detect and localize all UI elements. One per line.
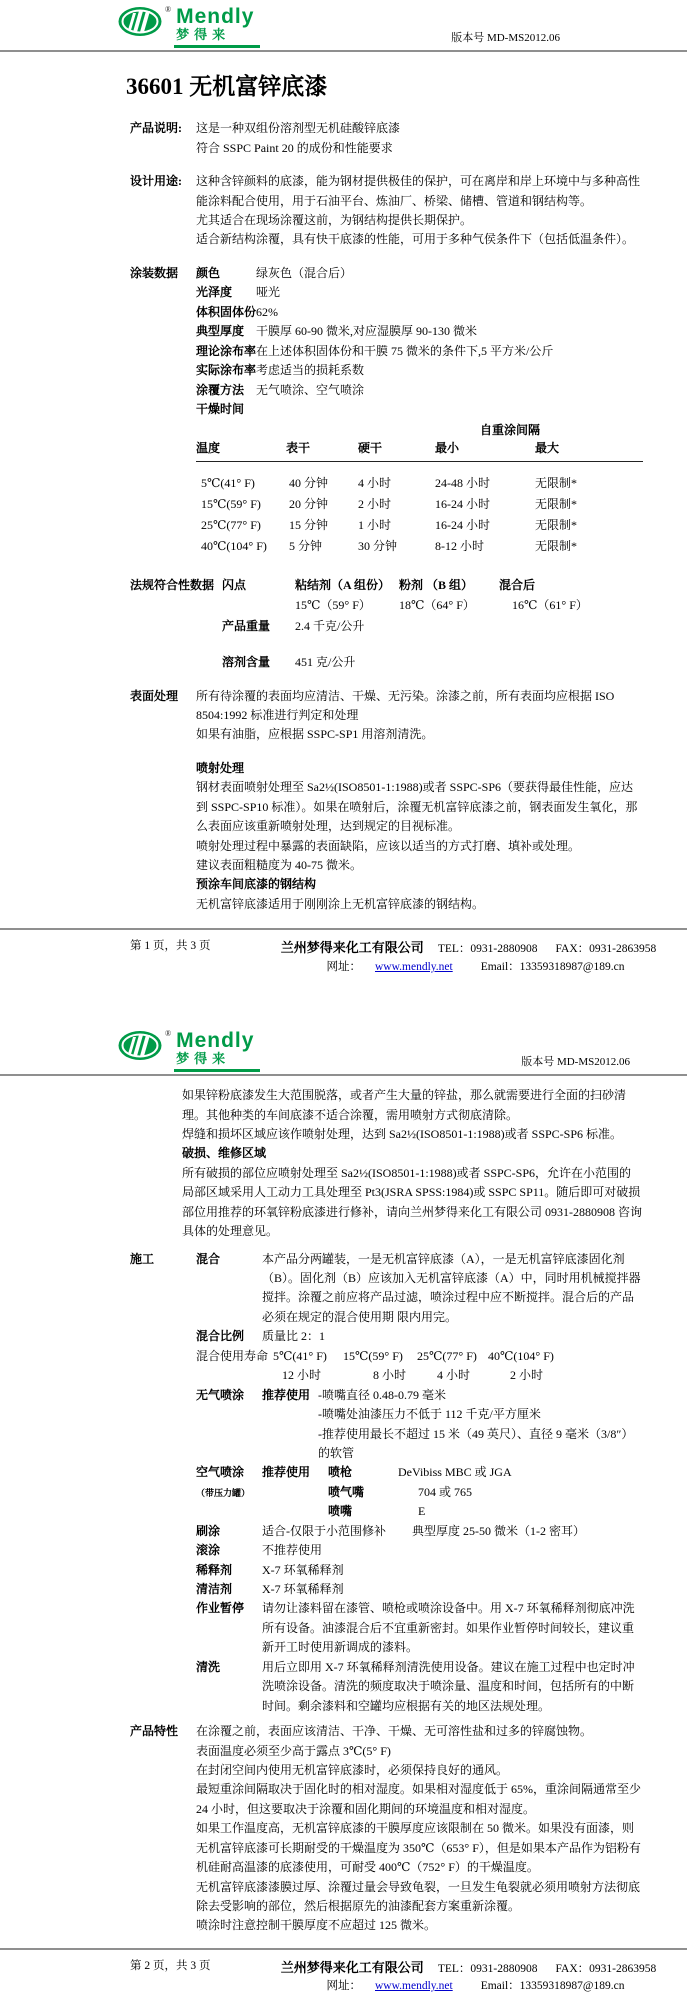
airless-item: -推荐使用最长不超过 15 米（49 英尺）、直径 9 毫米（3/8″）的软管 [318,1426,634,1460]
mendly-logo [118,6,260,48]
company-name: 兰州梦得来化工有限公司 [280,1959,424,1975]
brand-name-cn: 梦得来 [176,27,231,42]
coating-data-row: 涂覆方法 无气喷涂、空气喷涂 [196,382,365,397]
feature-line: 最短重涂间隔取决于固化时的相对湿度。如果相对湿度低于 65%，重涂间隔通常至少 24 小时，但这要取决于涂覆和固化期间的环境温度和相对湿度。 [196,1782,641,1816]
section-label: 设计用途: [130,174,182,189]
blast-heading: 喷射处理 [196,760,245,775]
feature-line: 如果工作温度高，无机富锌底漆的干膜厚度应该限制在 50 微米。如果没有面漆，则无机富锌底漆可长期耐受的干燥温度为 350℃（653° F），但是如果本产品作为铝粉有机硅耐高温漆的底漆使用，可耐受 400℃（752° F）的干燥温度。 [196,1821,641,1875]
brush-row: 刷涂 适合-仅限于小范围修补 典型厚度 25-50 微米（1-2 密耳） [196,1523,585,1538]
design-use-line: 适合新结构涂覆，具有快干底漆的性能，可用于多种气侯条件下（包括低温条件）。 [196,232,635,247]
page-footer [0,1950,687,2009]
coating-data-row: 体积固体份 62% [196,304,278,319]
page-number: 第 1 页，共 3 页 [130,940,211,953]
email: Email：13359318987@189.cn [480,960,625,973]
website: 网址： www.mendly.net [326,1980,453,1993]
table-span-header: 自重涂间隔 [479,423,540,438]
section-coating-data [130,264,643,557]
page-1 [0,0,687,990]
feature-line: 在涂覆之前，表面应该清洁、干净、干燥、无可溶性盐和过多的锌腐蚀物。 [196,1724,593,1739]
pot-life-row: 混合使用寿命 5℃(41° F) 15℃(59° F) 25℃(77° F) 40℃(104° F) 12 小时 8 小时 4 小时 2 小时 [196,1348,554,1383]
airless-item: -喷嘴处油漆压力不低于 112 千克/平方厘米 [318,1407,541,1422]
coating-data-row: 干燥时间 [196,401,245,416]
blast-line: 钢材表面喷射处理至 Sa2½(ISO8501-1:1988)或者 SSPC-SP6（要获得最佳性能，应达到 SSPC-SP10 标准）。如果在喷射后，涂覆无机富锌底漆之前，钢表面发生氧化，那么表面应该重新喷射处理，达到规定的目视标准。 [196,780,638,834]
feature-line: 喷涂时注意控制干膜厚度不应超过 125 微米。 [196,1918,437,1933]
fax: FAX：0931-2863958 [555,1962,657,1975]
thinner-row: 稀释剂 X-7 环氧稀释剂 [196,1562,344,1577]
coating-data-list [196,264,643,557]
table-row: 5℃(41° F) 40 分钟 4 小时 24-48 小时 无限制* [201,475,578,490]
version-label: 版本号 MD-MS2012.06 [521,1056,630,1069]
surface-prep-line: 如果锌粉底漆发生大范围脱落，或者产生大量的锌盐，那么就需要进行全面的扫砂清理。其他种类的车间底漆不适合涂覆，需用喷射方式彻底清除。 [182,1088,627,1122]
weight-value: 2.4 千克/公升 [295,618,365,633]
registered-trademark: ® [165,1028,172,1038]
page-2 [0,1016,687,2009]
blast-line: 喷射处理过程中暴露的表面缺陷，应该以适当的方式打磨、填补或处理。 [196,838,581,853]
website-link[interactable]: www.mendly.net [374,1980,453,1993]
coating-data-row: 理论涂布率 在上述体积固体份和干膜 75 微米的条件下,5 平方米/公斤 [196,343,554,358]
solvent-key: 溶剂含量 [222,655,271,670]
design-use-line: 尤其适合在现场涂覆这前，为钢结构提供长期保护。 [196,213,473,227]
coating-data-row: 光泽度 哑光 [196,285,281,300]
brand-text [174,1030,260,1072]
design-use-line: 这种含锌颜料的底漆，能为钢材提供极佳的保护，可在离岸和岸上环境中与多种高性能涂料配合使用，用于石油平台、炼油厂、桥梁、储槽、管道和钢结构等。 [196,174,641,208]
surface-prep-line: 如果有油脂，应根据 SSPC-SP1 用溶剂清洗。 [196,727,434,742]
coating-data-row: 实际涂布率 考虑适当的损耗系数 [196,363,365,378]
table-body [196,473,643,557]
page-header [0,0,687,50]
page-title: 36601 无机富锌底漆 [126,74,328,100]
mendly-logo [118,1030,260,1072]
product-desc-line: 符合 SSPC Paint 20 的成份和性能要求 [196,140,393,155]
flash-point-key: 闪点 [222,577,247,592]
page-number: 第 2 页，共 3 页 [130,1959,211,1972]
tel: TEL：0931-2880908 [437,943,538,956]
table-row: 15℃(59° F) 20 分钟 2 小时 16-24 小时 无限制* [201,496,578,511]
product-desc-line: 这是一种双组份溶剂型无机硅酸锌底漆 [196,121,401,136]
table-row: 40℃(104° F) 5 分钟 30 分钟 8-12 小时 无限制* [201,538,578,553]
section-regulatory: 法规符合性数据 闪点 粘结剂（A 组份） 粉剂 （B 组） 混合后 15℃（59° F） 18℃（64° F） 16℃（61° F） 产品重量 2.4 千克/公升 溶剂含量 451 克/公升 [130,575,643,673]
fax: FAX：0931-2863958 [555,943,657,956]
shop-primer-line: 无机富锌底漆适用于刚刚涂上无机富锌底漆的钢结构。 [196,896,485,911]
section-label: 产品说明: [130,121,182,136]
email: Email：13359318987@189.cn [480,1980,625,1993]
table-row: 25℃(77° F) 15 分钟 1 小时 16-24 小时 无限制* [201,517,578,532]
shop-primer-heading: 预涂车间底漆的钢结构 [196,877,317,892]
mendly-logo-icon [118,6,164,41]
section-label: 产品特性 [130,1724,179,1739]
page-header [0,1016,687,1074]
feature-line: 表面温度必须至少高于露点 3℃(5° F) [196,1743,391,1758]
mixing-row: 混合 本产品分两罐装，一是无机富锌底漆（A），一是无机富锌底漆固化剂（B）。固化剂（B）应该加入无机富锌底漆（A）中，同时用机械搅拌器搅拌。涂覆之前应将产品过滤，喷涂过程中应不断搅拌。混合后的产品必须在规定的混合使用期 限内用完。 [196,1251,641,1324]
mix-ratio-row: 混合比例 质量比 2：1 [196,1329,326,1344]
airless-spray-row: 无气喷涂 推荐使用 -喷嘴直径 0.48-0.79 毫米 -喷嘴处油漆压力不低于 112 千克/平方厘米 -推荐使用最长不超过 15 米（49 英尺）、直径 9 毫米（3/8″）的软管 [196,1386,643,1464]
tel: TEL：0931-2880908 [437,1962,538,1975]
header-rule [0,1074,687,1076]
page-footer [0,930,687,990]
section-label: 施工 [130,1251,155,1266]
damage-repair-line: 所有破损的部位应喷射处理至 Sa2½(ISO8501-1:1988)或者 SSPC-SP6，允许在小范围的局部区域采用人工动力工具处理至 Pt3(JSRA SPSS:1984)或 SSPC SP11。随后即可对破损部位用推荐的环氧锌粉底漆进行修补，请向兰州梦得来化工有限公司 0931-2880908 咨询具体的处理意见。 [182,1165,642,1239]
header-rule [0,50,687,52]
registered-trademark: ® [165,5,172,14]
section-application [130,1250,643,1717]
brand-name: Mendly [176,1028,255,1052]
brand-name-cn: 梦得来 [176,1050,231,1066]
drying-time-table [196,421,643,557]
section-product-features [130,1722,643,1936]
roller-row: 滚涂 不推荐使用 [196,1543,323,1558]
coating-data-row: 典型厚度 干膜厚 60-90 微米,对应湿膜厚 90-130 微米 [196,324,477,339]
surface-prep-line: 焊缝和损坏区域应该作喷射处理，达到 Sa2½(ISO8501-1:1988)或者 SSPC-SP6 标准。 [182,1126,623,1141]
damage-repair-heading: 破损、维修区域 [182,1146,267,1161]
section-design-use [130,172,643,250]
version-label: 版本号 MD-MS2012.06 [451,32,560,45]
feature-line: 无机富锌底漆漆膜过厚、涂覆过量会导致龟裂，一旦发生龟裂就必须用喷射方法彻底除去受影响的部位，然后根据原先的油漆配套方案重新涂覆。 [196,1879,641,1914]
weight-key: 产品重量 [222,618,271,633]
website: 网址： www.mendly.net [326,960,453,973]
feature-line: 在封闭空间内使用无机富锌底漆时，必须保持良好的通风。 [196,1762,509,1777]
cleaning-row: 清洗 用后立即用 X-7 环氧稀释剂清洗使用设备。建议在施工过程中也定时冲洗喷涂设备。清洗的频度取决于喷涂量、温度和时间，包括所有的中断时间。剩余漆料和空罐均应根据有关的地区法规处理。 [196,1659,635,1713]
airless-item: -喷嘴直径 0.48-0.79 毫米 [318,1387,446,1402]
cleaner-row: 清洁剂 X-7 环氧稀释剂 [196,1582,344,1597]
section-surface-prep [130,687,643,915]
section-label: 涂装数据 [130,265,179,280]
blast-line: 建议表面粗糙度为 40-75 微米。 [196,858,362,873]
brand-name: Mendly [176,5,255,28]
pressure-pot-note: （带压力罐） [196,1487,251,1498]
surface-prep-continued [182,1086,643,1242]
surface-prep-line: 所有待涂覆的表面均应清洁、干燥、无污染。涂漆之前，所有表面均应根据 ISO 8504:1992 标准进行判定和处理 [196,688,615,722]
air-spray-row: 空气喷涂 （带压力罐） 推荐使用 喷枪 DeVibiss MBC 或 JGA 喷气嘴 704 或 765 喷嘴 E [196,1465,512,1519]
work-stop-row: 作业暂停 请勿让漆料留在漆管、喷枪或喷涂设备中。用 X-7 环氧稀释剂彻底冲洗所有设备。油漆混合后不宜重新密封。如果作业暂停时间较长，建议重新开工时使用新调成的漆料。 [196,1601,635,1655]
section-label: 法规符合性数据 [130,577,215,592]
table-header-row: 温度 表干 硬干 最小 最大 [196,439,643,462]
section-product-description [130,119,643,158]
website-link[interactable]: www.mendly.net [374,960,453,973]
coating-data-row: 颜色 绿灰色（混合后） [196,265,353,280]
company-name: 兰州梦得来化工有限公司 [280,940,424,956]
brand-text [174,6,260,48]
solvent-value: 451 克/公升 [295,655,356,670]
mendly-logo-icon [118,1030,164,1065]
section-label: 表面处理 [130,688,179,703]
